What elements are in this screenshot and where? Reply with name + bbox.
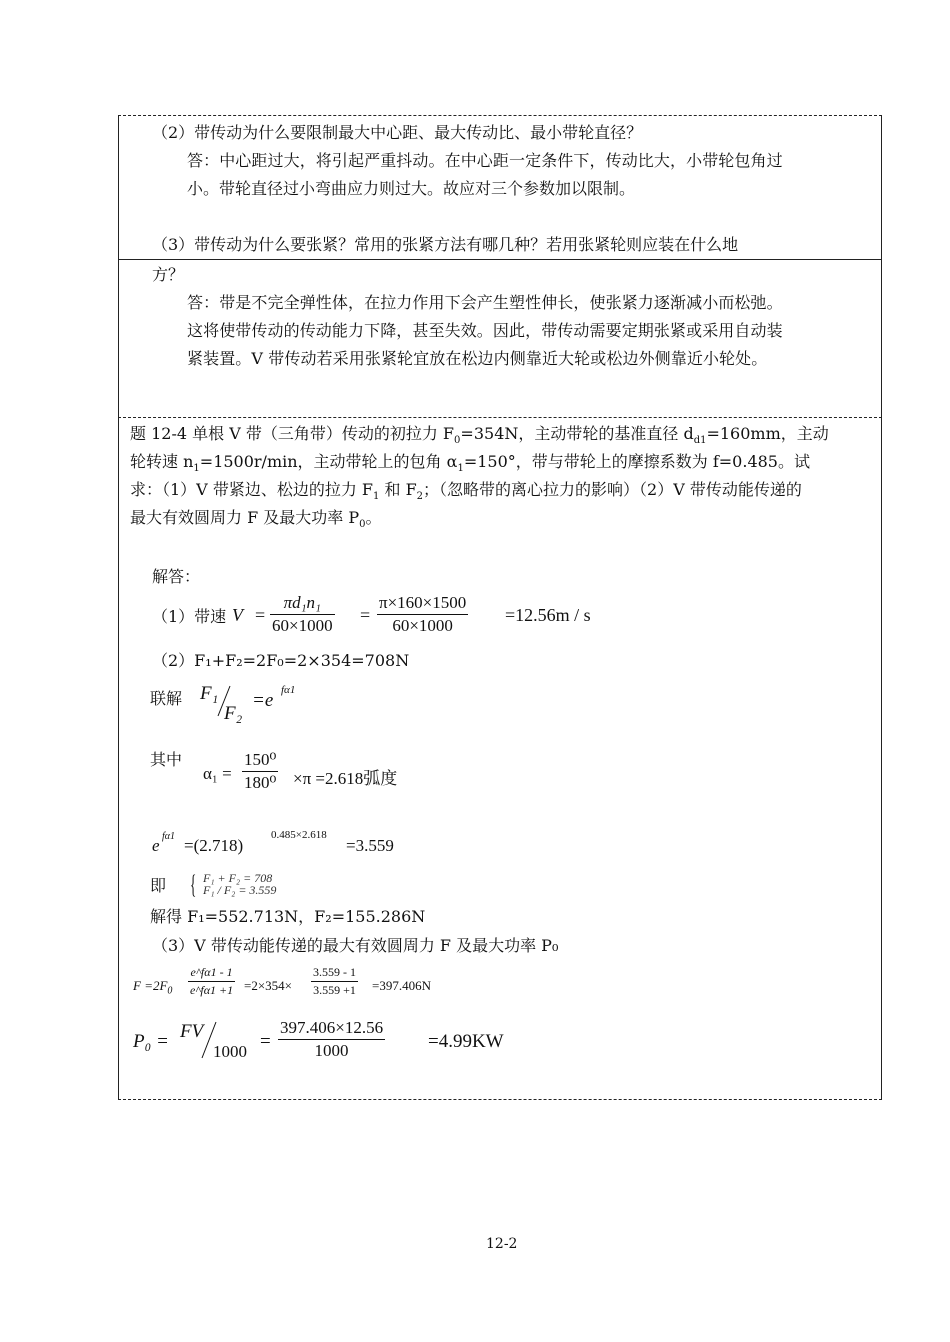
- alpha-num: 150⁰: [242, 750, 278, 772]
- lianjie-label: 联解: [150, 689, 183, 708]
- sub-0b: 0: [359, 519, 366, 531]
- system-brace: {: [190, 870, 197, 899]
- alpha-den: 180⁰: [244, 773, 277, 792]
- P-fraction: [278, 1018, 385, 1061]
- P-1000: 1000: [213, 1042, 247, 1061]
- answer-3-line-1: 答：带是不完全弹性体，在拉力作用下会产生塑性伸长，使张紧力逐渐减小而松弛。: [187, 293, 783, 312]
- question-3-line-1: （3）带传动为什么要张紧？常用的张紧方法有哪几种？若用张紧轮则应装在什么地: [152, 235, 739, 254]
- part-3-line: （3）V 带传动能传递的最大有效圆周力 F 及最大功率 P₀: [152, 936, 559, 955]
- problem-line-1-b: =354N，主动带轮的基准直径 d: [460, 424, 694, 443]
- sub-2: 2: [416, 491, 424, 503]
- problem-line-2-a: 轮转速 n: [130, 452, 194, 471]
- problem-line-4-b: 。: [365, 508, 382, 527]
- F-result: =397.406N: [372, 978, 431, 993]
- problem-line-1-c: =160mm，主动: [706, 424, 829, 443]
- problem-line-4: [130, 508, 382, 535]
- speed-result: =12.56m / s: [505, 605, 591, 625]
- P-result: =4.99KW: [428, 1031, 504, 1052]
- e-lhs: e: [152, 836, 160, 855]
- problem-dashed-border: [118, 417, 882, 418]
- problem-line-3: [130, 480, 802, 507]
- e-result: =3.559: [346, 836, 394, 855]
- speed-num-1: πd₁n₁: [270, 593, 335, 615]
- speed-num-2: π×160×1500: [377, 593, 468, 615]
- P-lhs: P₀ =: [133, 1031, 169, 1052]
- problem-line-3-a: 求：（1）V 带紧边、松边的拉力 F: [130, 480, 374, 499]
- left-border-3: [118, 417, 119, 1100]
- F-mid: =2×354×: [244, 978, 292, 993]
- speed-den-1: 60×1000: [272, 616, 333, 635]
- speed-eq-2: =: [360, 605, 371, 625]
- speed-eq-1: =: [255, 605, 266, 625]
- F-den-1: e^fα1 +1: [190, 983, 234, 997]
- system-eq-2: F₁ / F₂ = 3.559: [203, 883, 277, 897]
- sub-1b: 1: [457, 463, 464, 475]
- left-border-1: [118, 115, 119, 260]
- mid-solid-line: [118, 259, 882, 260]
- problem-line-2-b: =1500r/min，主动带轮上的包角 α: [199, 452, 458, 471]
- question-3-line-2: 方？: [152, 265, 185, 284]
- system-eq-1: F₁ + F₂ = 708: [203, 871, 273, 885]
- solution-heading: 解答：: [152, 567, 201, 586]
- ratio-exp: fα1: [281, 684, 296, 696]
- problem-line-1-a: 题 12-4 单根 V 带（三角带）传动的初拉力 F: [130, 424, 455, 443]
- F-den-2: 3.559 +1: [313, 983, 356, 997]
- solved-line: 解得 F₁=552.713N，F₂=155.286N: [150, 907, 426, 926]
- qizhong-label: 其中: [150, 750, 183, 769]
- answer-3-line-3: 紧装置。V 带传动若采用张紧轮宜放在松边内侧靠近大轮或松边外侧靠近小轮处。: [187, 349, 768, 368]
- problem-line-2: [130, 452, 810, 479]
- sub-0: 0: [454, 435, 461, 447]
- F-lhs: [133, 978, 172, 997]
- answer-3-line-2: 这将使带传动的传动能力下降，甚至失效。因此，带传动需要定期张紧或采用自动装: [187, 321, 783, 340]
- problem-line-3-b: 和 F: [379, 480, 417, 499]
- answer-2-line-1: 答：中心距过大，将引起严重抖动。在中心距一定条件下，传动比大，小带轮包角过: [187, 151, 783, 170]
- problem-line-4-a: 最大有效圆周力 F 及最大功率 P: [130, 508, 360, 527]
- speed-fraction-2: [377, 593, 468, 636]
- F-num-1: e^fα1 - 1: [188, 965, 235, 982]
- F-lhs-sub: 0: [167, 985, 173, 997]
- sub-d1: d1: [693, 435, 707, 447]
- sub-1c: 1: [373, 491, 380, 503]
- ratio-F1: F₁: [200, 683, 219, 704]
- right-border-3: [881, 417, 882, 1100]
- P-num: 397.406×12.56: [278, 1018, 385, 1040]
- sub-1: 1: [193, 463, 200, 475]
- F-fraction-2: [311, 965, 358, 998]
- ratio-F2: F₂: [224, 703, 243, 724]
- right-border-1: [881, 115, 882, 260]
- top-dashed-border: [118, 115, 882, 116]
- question-2: （2）带传动为什么要限制最大中心距、最大传动比、最小带轮直径？: [152, 123, 643, 142]
- bottom-dashed-border: [118, 1099, 882, 1100]
- answer-2-line-2: 小。带轮直径过小弯曲应力则过大。故应对三个参数加以限制。: [187, 179, 636, 198]
- left-border-2: [118, 259, 119, 418]
- problem-line-2-c: =150°，带与带轮上的摩擦系数为 f=0.485。试: [463, 452, 810, 471]
- speed-fraction-1: [270, 593, 335, 636]
- alpha-rhs: ×π =2.618弧度: [293, 769, 398, 788]
- problem-line-1: [130, 424, 829, 451]
- F-num-2: 3.559 - 1: [311, 965, 358, 982]
- ji-label: 即: [150, 876, 167, 895]
- e-pow: 0.485×2.618: [271, 829, 327, 841]
- speed-V: V: [232, 605, 243, 625]
- F-fraction-1: [188, 965, 235, 998]
- alpha-lhs: α₁ =: [203, 764, 232, 783]
- e-exp: fα1: [162, 831, 176, 842]
- F-lhs-text: F =2F: [133, 978, 168, 993]
- page-number: 12-2: [486, 1236, 518, 1252]
- e-rhs: =(2.718): [184, 836, 244, 855]
- alpha-fraction: [242, 750, 278, 793]
- P-FV: FV: [180, 1021, 204, 1042]
- speed-den-2: 60×1000: [392, 616, 453, 635]
- speed-label: （1）带速: [152, 607, 227, 626]
- problem-line-3-c: ；（忽略带的离心拉力的影响）（2）V 带传动能传递的: [423, 480, 802, 499]
- P-eq: =: [260, 1031, 271, 1052]
- ratio-rhs: =e: [252, 690, 274, 711]
- right-border-2: [881, 259, 882, 418]
- sum-line: （2）F₁+F₂=2F₀=2×354=708N: [152, 651, 410, 670]
- P-den: 1000: [314, 1041, 349, 1060]
